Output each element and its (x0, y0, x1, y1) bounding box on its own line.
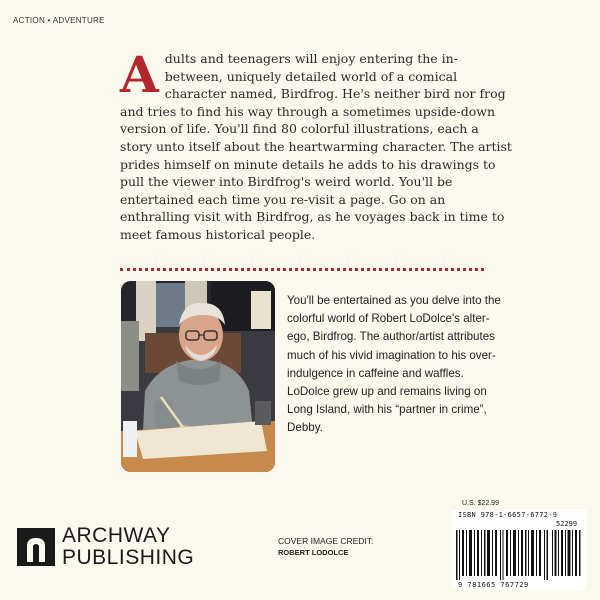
cover-credit-label: COVER IMAGE CREDIT: (278, 536, 374, 546)
back-cover-blurb (120, 45, 512, 244)
cover-credit (278, 536, 398, 558)
barcode (452, 510, 586, 590)
barcode-addon-number: 52299 (556, 520, 578, 528)
drop-cap: A (120, 45, 159, 104)
publisher-name-line2: PUBLISHING (62, 546, 195, 569)
genre-label: ACTION • ADVENTURE (13, 16, 105, 25)
archway-logo-icon (17, 528, 55, 566)
dotted-divider (120, 268, 484, 271)
publisher-name-line1: ARCHWAY (62, 524, 171, 547)
blurb-text: dults and teenagers will enjoy entering the in-between, uniquely detailed world of a comical character named, Birdfrog. He's neither bird nor frog and tries to find his way through a sometimes upside-down version of life. You'll find 80 colorful illustrations, each a story unto itself about the heartwarming character. The artist prides himself on minute details he adds to his drawings to pull the viewer into Birdfrog's weird world. You'll be entertained each time you re-visit a page. Go on an enthralling visit with Birdfrog, as he voyages back in time to meet famous historical people. (120, 51, 512, 242)
author-photo (121, 281, 275, 472)
price-label: U.S. $22.99 (462, 500, 499, 507)
barcode-addon-bars (552, 530, 582, 576)
ean-number: 9 781665 767729 (458, 581, 529, 589)
cover-credit-name: ROBERT LODOLCE (278, 548, 349, 557)
barcode-main-bars (456, 530, 550, 580)
isbn-text: ISBN 978-1-6657-6772-9 (458, 511, 558, 519)
author-bio: You'll be entertained as you delve into the colorful world of Robert LoDolce's alter-ego, Birdfrog. The author/artist attributes much of his vivid imagination to his over-indulgence in caffeine and waffles. LoDolce grew up and remains living on Long Island, with his “partner in crime”, Debby. (287, 294, 501, 435)
publisher-logo (17, 524, 207, 568)
